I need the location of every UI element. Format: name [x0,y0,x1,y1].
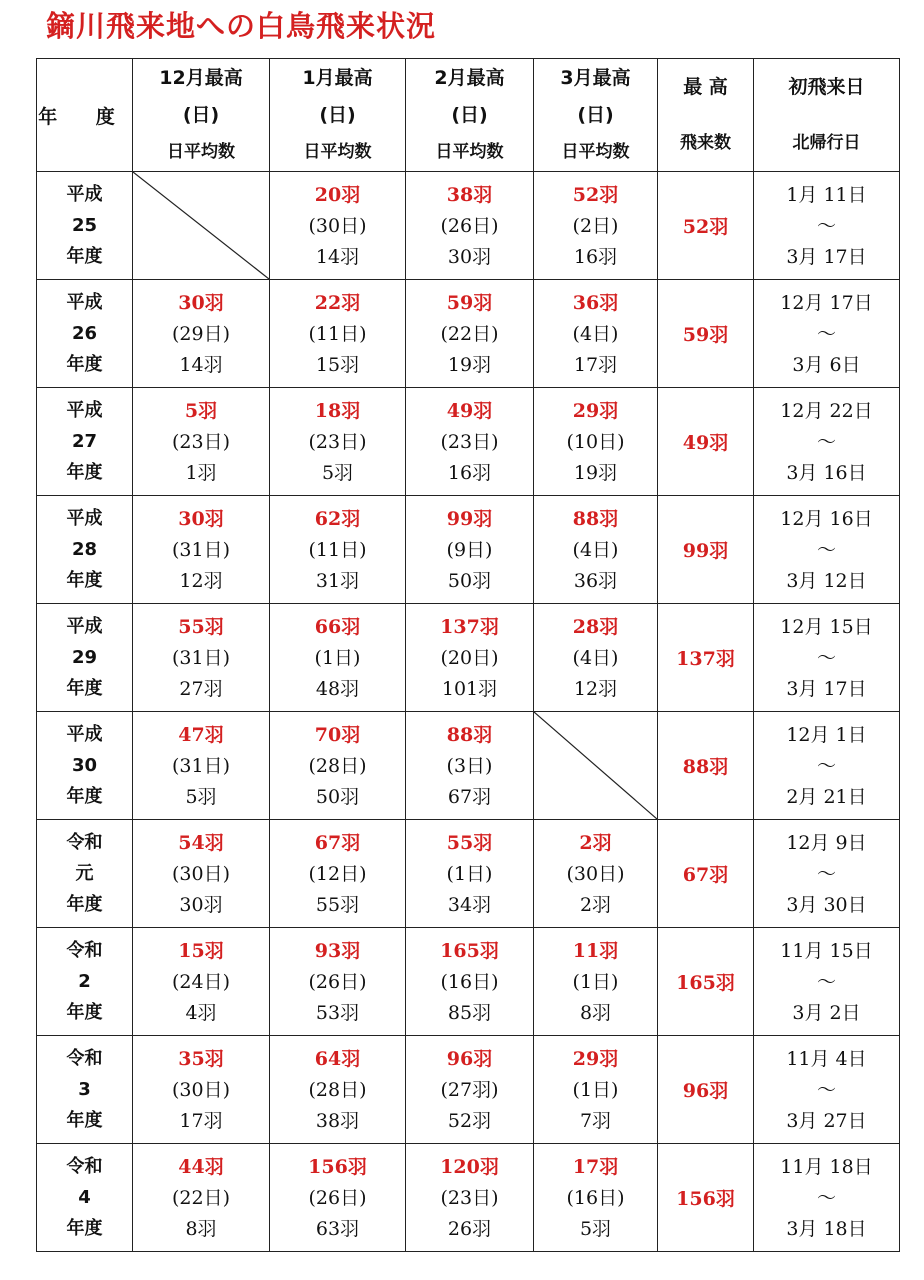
month-peak-count: 30羽 [178,291,224,314]
year-number: 27 [71,430,98,452]
arrival-departure-cell [754,496,900,604]
month-peak-count: 18羽 [314,399,361,422]
max-count-cell [658,1036,754,1144]
month-cell [133,928,270,1036]
month-cell [406,1036,534,1144]
header-month-title: 12月最高 [159,66,243,89]
month-daily-average: 50羽 [315,785,360,808]
month-daily-average: 16羽 [573,245,618,268]
month-daily-average: 5羽 [321,461,354,484]
month-peak-day: (31日) [171,646,230,669]
month-peak-count: 62羽 [314,507,361,530]
month-peak-count: 55羽 [446,831,493,854]
month-daily-average: 2羽 [579,893,612,916]
tilde-separator: ～ [816,322,836,345]
header-max-line2: 飛来数 [680,133,731,153]
tilde-separator: ～ [816,862,836,885]
fiscal-year-cell [37,928,133,1036]
month-peak-count: 66羽 [314,615,361,638]
year-suffix: 年度 [66,1109,103,1131]
month-peak-day: (30日) [171,1078,230,1101]
month-cell [270,172,406,280]
month-peak-count: 29羽 [572,1047,619,1070]
tilde-separator: ～ [816,1186,836,1209]
month-cell [270,280,406,388]
first-arrival-date: 12月 16日 [780,507,873,530]
max-count-cell [658,712,754,820]
tilde-separator: ～ [816,970,836,993]
month-daily-average: 12羽 [573,677,618,700]
month-peak-day: (27羽) [440,1078,499,1101]
year-number: 30 [71,754,98,776]
month-daily-average: 19羽 [573,461,618,484]
year-number: 4 [78,1186,91,1208]
first-arrival-date: 12月 1日 [786,723,867,746]
year-number: 元 [75,862,94,884]
max-count: 96羽 [682,1080,729,1102]
month-peak-count: 88羽 [446,723,493,746]
month-peak-count: 49羽 [446,399,493,422]
fiscal-year-cell [37,172,133,280]
header-period [754,59,900,172]
month-cell [406,1144,534,1252]
tilde-separator: ～ [816,214,836,237]
month-daily-average: 85羽 [447,1001,492,1024]
month-daily-average: 5羽 [579,1217,612,1240]
month-daily-average: 4羽 [185,1001,217,1024]
month-peak-day: (2日) [572,214,619,237]
month-cell [534,820,658,928]
month-peak-count: 38羽 [446,183,493,206]
month-cell [534,280,658,388]
max-count: 156羽 [676,1188,735,1210]
month-cell [133,820,270,928]
header-period-last: 北帰行日 [792,133,861,153]
month-peak-day: (1日) [314,646,361,669]
month-daily-average: 8羽 [579,1001,612,1024]
month-peak-day: (1日) [446,862,493,885]
month-cell [133,496,270,604]
table-row [37,604,900,712]
month-cell [406,928,534,1036]
month-peak-day: (28日) [308,1078,367,1101]
month-daily-average: 52羽 [447,1109,492,1132]
month-peak-count: 30羽 [178,507,224,530]
year-era: 平成 [66,399,103,421]
table-row [37,280,900,388]
month-cell [133,388,270,496]
first-arrival-date: 11月 4日 [786,1047,867,1070]
max-count: 59羽 [682,324,729,346]
departure-date: 3月 16日 [786,461,867,484]
table-row [37,496,900,604]
header-month-day: (日) [451,103,488,126]
month-peak-day: (28日) [308,754,367,777]
month-cell [133,1144,270,1252]
fiscal-year-cell [37,1036,133,1144]
max-count-cell [658,388,754,496]
month-peak-day: (31日) [171,538,230,561]
month-daily-average: 19羽 [447,353,492,376]
year-era: 平成 [66,615,103,637]
year-number: 26 [71,322,98,344]
month-daily-average: 12羽 [179,569,223,592]
first-arrival-date: 11月 18日 [780,1155,873,1178]
max-count: 137羽 [676,648,735,670]
table-row [37,1144,900,1252]
month-peak-count: 2羽 [579,831,612,854]
month-peak-count: 11羽 [572,939,619,962]
year-era: 平成 [66,723,103,745]
month-daily-average: 63羽 [315,1217,360,1240]
month-peak-day: (26日) [308,970,367,993]
departure-date: 3月 17日 [786,677,867,700]
month-peak-count: 44羽 [178,1155,224,1178]
header-month-avg: 日平均数 [561,142,630,163]
table-row [37,712,900,820]
header-month-mar [534,59,658,172]
month-daily-average: 50羽 [447,569,492,592]
fiscal-year-cell [37,496,133,604]
year-number: 25 [71,214,98,236]
month-daily-average: 8羽 [185,1217,217,1240]
year-era: 令和 [66,939,103,961]
month-peak-day: (4日) [572,646,619,669]
year-number: 2 [78,970,91,992]
month-peak-count: 93羽 [314,939,361,962]
month-cell [534,388,658,496]
month-peak-day: (16日) [440,970,499,993]
max-count: 99羽 [682,540,729,562]
month-peak-count: 120羽 [440,1155,499,1178]
year-era: 平成 [66,183,103,205]
max-count: 67羽 [682,864,729,886]
year-suffix: 年度 [66,893,103,915]
arrival-departure-cell [754,172,900,280]
month-peak-count: 52羽 [572,183,619,206]
header-month-dec [133,59,270,172]
arrival-departure-cell [754,280,900,388]
month-peak-day: (24日) [171,970,230,993]
header-year-label: 年 度 [38,105,131,128]
month-daily-average: 17羽 [179,1109,223,1132]
month-cell [534,172,658,280]
max-count-cell [658,1144,754,1252]
header-month-day: (日) [319,103,356,126]
departure-date: 3月 30日 [786,893,867,916]
tilde-separator: ～ [816,1078,836,1101]
month-daily-average: 14羽 [179,353,223,376]
month-peak-day: (22日) [171,1186,230,1209]
header-month-avg: 日平均数 [167,142,235,163]
departure-date: 3月 27日 [786,1109,867,1132]
diagonal-slash [534,712,657,819]
departure-date: 3月 12日 [786,569,867,592]
month-peak-day: (23日) [308,430,367,453]
tilde-separator: ～ [816,430,836,453]
departure-date: 3月 17日 [786,245,867,268]
month-peak-count: 64羽 [314,1047,361,1070]
month-daily-average: 34羽 [447,893,492,916]
month-daily-average: 53羽 [315,1001,360,1024]
arrival-departure-cell [754,1036,900,1144]
header-month-title: 3月最高 [560,66,631,89]
header-month-title: 2月最高 [434,66,505,89]
month-daily-average: 36羽 [573,569,618,592]
fiscal-year-cell [37,820,133,928]
month-cell [270,496,406,604]
arrival-departure-cell [754,604,900,712]
max-count-cell [658,172,754,280]
header-month-feb [406,59,534,172]
year-suffix: 年度 [66,353,103,375]
month-cell [133,712,270,820]
month-cell [133,1036,270,1144]
month-peak-day: (30日) [308,214,367,237]
month-cell [406,496,534,604]
fiscal-year-cell [37,1144,133,1252]
first-arrival-date: 12月 9日 [786,831,867,854]
year-number: 3 [78,1078,91,1100]
year-suffix: 年度 [66,785,103,807]
month-peak-day: (4日) [572,538,619,561]
month-daily-average: 27羽 [179,677,223,700]
month-peak-day: (11日) [308,322,367,345]
year-era: 令和 [66,1047,103,1069]
month-peak-day: (3日) [446,754,493,777]
max-count: 52羽 [682,216,729,238]
month-daily-average: 55羽 [315,893,360,916]
month-cell [270,1036,406,1144]
month-peak-count: 99羽 [446,507,493,530]
year-suffix: 年度 [66,461,103,483]
month-peak-day: (26日) [440,214,499,237]
year-era: 平成 [66,507,103,529]
first-arrival-date: 11月 15日 [780,939,873,962]
header-year [37,59,133,172]
departure-date: 3月 18日 [786,1217,867,1240]
max-count-cell [658,280,754,388]
month-cell [534,496,658,604]
month-cell [270,928,406,1036]
month-cell [534,928,658,1036]
tilde-separator: ～ [816,646,836,669]
month-peak-count: 96羽 [446,1047,493,1070]
month-daily-average: 67羽 [447,785,492,808]
month-daily-average: 30羽 [447,245,492,268]
month-peak-count: 67羽 [314,831,361,854]
month-cell [270,604,406,712]
header-month-avg: 日平均数 [303,142,372,163]
month-cell [534,1144,658,1252]
header-month-title: 1月最高 [302,66,373,89]
fiscal-year-cell [37,712,133,820]
month-peak-day: (30日) [171,862,230,885]
month-peak-count: 156羽 [308,1155,367,1178]
month-peak-day: (23日) [171,430,230,453]
month-peak-day: (20日) [440,646,499,669]
month-peak-day: (1日) [572,970,619,993]
max-count-cell [658,928,754,1036]
year-suffix: 年度 [66,569,103,591]
header-month-avg: 日平均数 [435,142,504,163]
month-daily-average: 26羽 [447,1217,492,1240]
month-cell [406,388,534,496]
month-cell [270,820,406,928]
arrival-departure-cell [754,388,900,496]
table-row [37,172,900,280]
header-max [658,59,754,172]
month-peak-count: 59羽 [446,291,493,314]
month-peak-count: 36羽 [572,291,619,314]
tilde-separator: ～ [816,538,836,561]
month-peak-count: 5羽 [184,399,218,422]
diagonal-slash [133,172,269,279]
month-peak-count: 137羽 [440,615,499,638]
month-daily-average: 1羽 [185,461,217,484]
table-row [37,820,900,928]
max-count-cell [658,604,754,712]
month-cell [270,1144,406,1252]
month-daily-average: 101羽 [441,677,498,700]
month-peak-count: 28羽 [572,615,619,638]
arrival-departure-cell [754,928,900,1036]
month-peak-day: (16日) [566,1186,625,1209]
fiscal-year-cell [37,388,133,496]
max-count-cell [658,496,754,604]
month-daily-average: 38羽 [315,1109,360,1132]
year-suffix: 年度 [66,677,103,699]
month-peak-day: (31日) [171,754,230,777]
tilde-separator: ～ [816,754,836,777]
max-count: 88羽 [682,756,729,778]
first-arrival-date: 12月 17日 [780,291,873,314]
month-peak-count: 47羽 [178,723,224,746]
year-suffix: 年度 [66,1217,103,1239]
month-daily-average: 16羽 [447,461,492,484]
first-arrival-date: 12月 22日 [780,399,873,422]
empty-cell [534,712,658,820]
month-cell [534,604,658,712]
month-peak-day: (4日) [572,322,619,345]
month-cell [133,280,270,388]
fiscal-year-cell [37,604,133,712]
fiscal-year-cell [37,280,133,388]
month-peak-day: (29日) [171,322,230,345]
month-daily-average: 5羽 [185,785,217,808]
table-body [37,59,900,1252]
month-peak-day: (30日) [566,862,625,885]
month-peak-count: 165羽 [440,939,499,962]
month-cell [534,1036,658,1144]
month-peak-count: 29羽 [572,399,619,422]
year-number: 28 [71,538,98,560]
header-row [37,59,900,172]
page-title: 鏑川飛来地への白鳥飛来状況 [46,9,437,43]
month-peak-count: 20羽 [314,183,361,206]
arrival-departure-cell [754,820,900,928]
departure-date: 3月 6日 [792,353,861,376]
month-peak-count: 17羽 [572,1155,619,1178]
year-number: 29 [71,646,98,668]
month-daily-average: 31羽 [315,569,360,592]
month-daily-average: 48羽 [315,677,360,700]
month-daily-average: 7羽 [579,1109,612,1132]
month-cell [270,388,406,496]
header-max-line1: 最 高 [683,76,728,98]
month-cell [133,604,270,712]
year-suffix: 年度 [66,1001,103,1023]
month-peak-day: (10日) [566,430,625,453]
departure-date: 3月 2日 [792,1001,861,1024]
arrival-departure-cell [754,712,900,820]
table-row [37,1036,900,1144]
table-row [37,388,900,496]
month-cell [406,604,534,712]
month-peak-day: (12日) [308,862,367,885]
table-row [37,928,900,1036]
year-suffix: 年度 [66,245,103,267]
empty-cell [133,172,270,280]
month-cell [270,712,406,820]
month-peak-count: 35羽 [178,1047,224,1070]
month-cell [406,712,534,820]
month-daily-average: 15羽 [315,353,360,376]
month-daily-average: 17羽 [573,353,618,376]
departure-date: 2月 21日 [786,785,867,808]
month-peak-count: 15羽 [178,939,224,962]
first-arrival-date: 1月 11日 [786,183,867,206]
year-era: 令和 [66,831,103,853]
month-peak-day: (23日) [440,1186,499,1209]
month-cell [406,820,534,928]
month-peak-day: (11日) [308,538,367,561]
swan-arrival-table [36,58,900,1252]
month-peak-count: 22羽 [314,291,361,314]
year-era: 令和 [66,1155,103,1177]
max-count: 49羽 [682,432,729,454]
header-month-day: (日) [182,103,220,126]
month-peak-count: 70羽 [314,723,361,746]
header-month-jan [270,59,406,172]
month-peak-count: 88羽 [572,507,619,530]
max-count-cell [658,820,754,928]
arrival-departure-cell [754,1144,900,1252]
month-peak-day: (1日) [572,1078,619,1101]
month-peak-day: (9日) [446,538,493,561]
month-peak-count: 55羽 [178,615,224,638]
max-count: 165羽 [676,972,735,994]
month-cell [406,172,534,280]
month-peak-day: (26日) [308,1186,367,1209]
month-daily-average: 30羽 [179,893,223,916]
month-peak-count: 54羽 [178,831,224,854]
month-peak-day: (22日) [440,322,499,345]
year-era: 平成 [66,291,103,313]
first-arrival-date: 12月 15日 [780,615,873,638]
month-peak-day: (23日) [440,430,499,453]
month-daily-average: 14羽 [315,245,360,268]
month-cell [406,280,534,388]
header-period-first: 初飛来日 [788,76,865,98]
header-month-day: (日) [577,103,614,126]
